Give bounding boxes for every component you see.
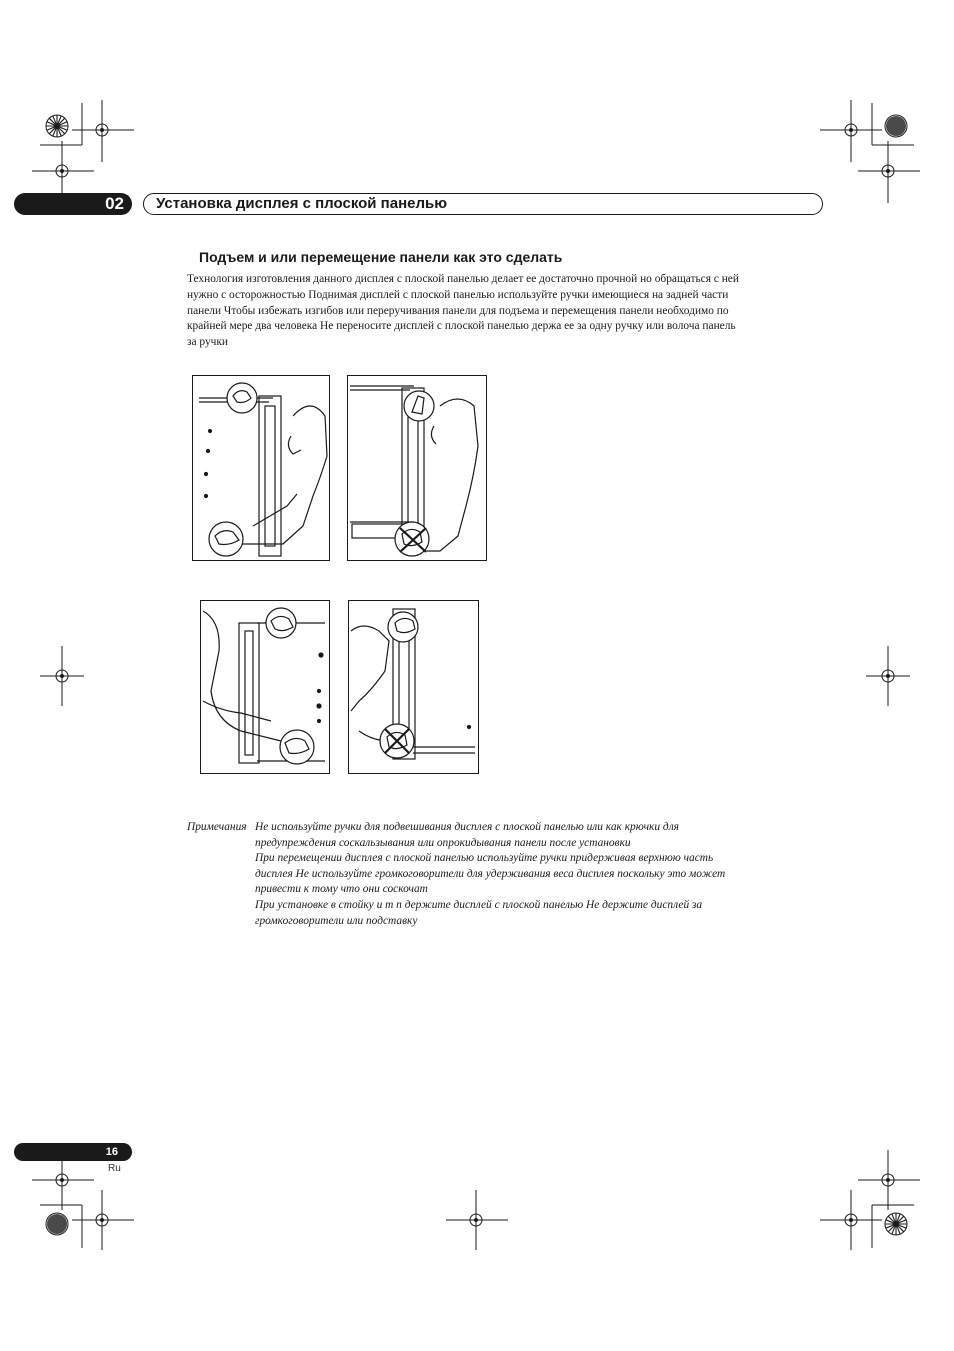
note-line: При перемещении дисплея с плоской панелью используйте ручки придерживая верхнюю часть [255,852,714,865]
body-line: за ручки [187,336,229,349]
body-line: нужно с осторожностью Поднимая дисплей с плоской панелью используйте ручки имеющиеся на задней части [187,288,729,301]
chapter-title: Установка дисплея с плоской панелью [156,195,448,212]
note-line: Не используйте ручки для подвешивания дисплея с плоской панелью или как крючки для [255,821,679,833]
body-line: крайней мере два человека Не переносите дисплей с плоской панелью держа ее за одну ручку или волоча панель [187,320,736,333]
page-number: 16 [105,1146,118,1158]
illustration-correct-carry-2 [200,600,330,774]
illustration-correct-carry-1 [192,375,330,561]
note-line: При установке в стойку и т п держите дисплей с плоской панелью Не держите дисплей за [255,898,703,911]
note-line: привести к тому что они соскочат [255,883,428,896]
notes-label: Примечания [187,821,247,833]
note-line: громкоговорители или подставку [255,914,418,927]
page-language: Ru [108,1163,121,1174]
note-line: предупреждения соскальзывания или опрокидывания панели после установки [255,836,631,849]
section-title: Подъем и или перемещение панели как это сделать [199,249,563,265]
chapter-number-badge [14,193,132,215]
illustration-wrong-carry-1 [347,375,487,561]
chapter-number: 02 [105,194,124,213]
body-line: Технология изготовления данного дисплея с плоской панелью делает ее достаточно прочной но обращаться с ней [187,273,739,285]
section-body [187,272,821,351]
chapter-title-bar [143,193,823,215]
note-line: дисплея Не используйте громкоговорители для удерживания веса дисплея поскольку это может [255,867,726,880]
page-number-badge [14,1143,132,1161]
body-line: панели Чтобы избежать изгибов или переручивания панели для подъема и перемещения панели необходимо по [187,304,729,317]
illustration-wrong-carry-2 [348,600,479,774]
notes-list [255,820,815,929]
